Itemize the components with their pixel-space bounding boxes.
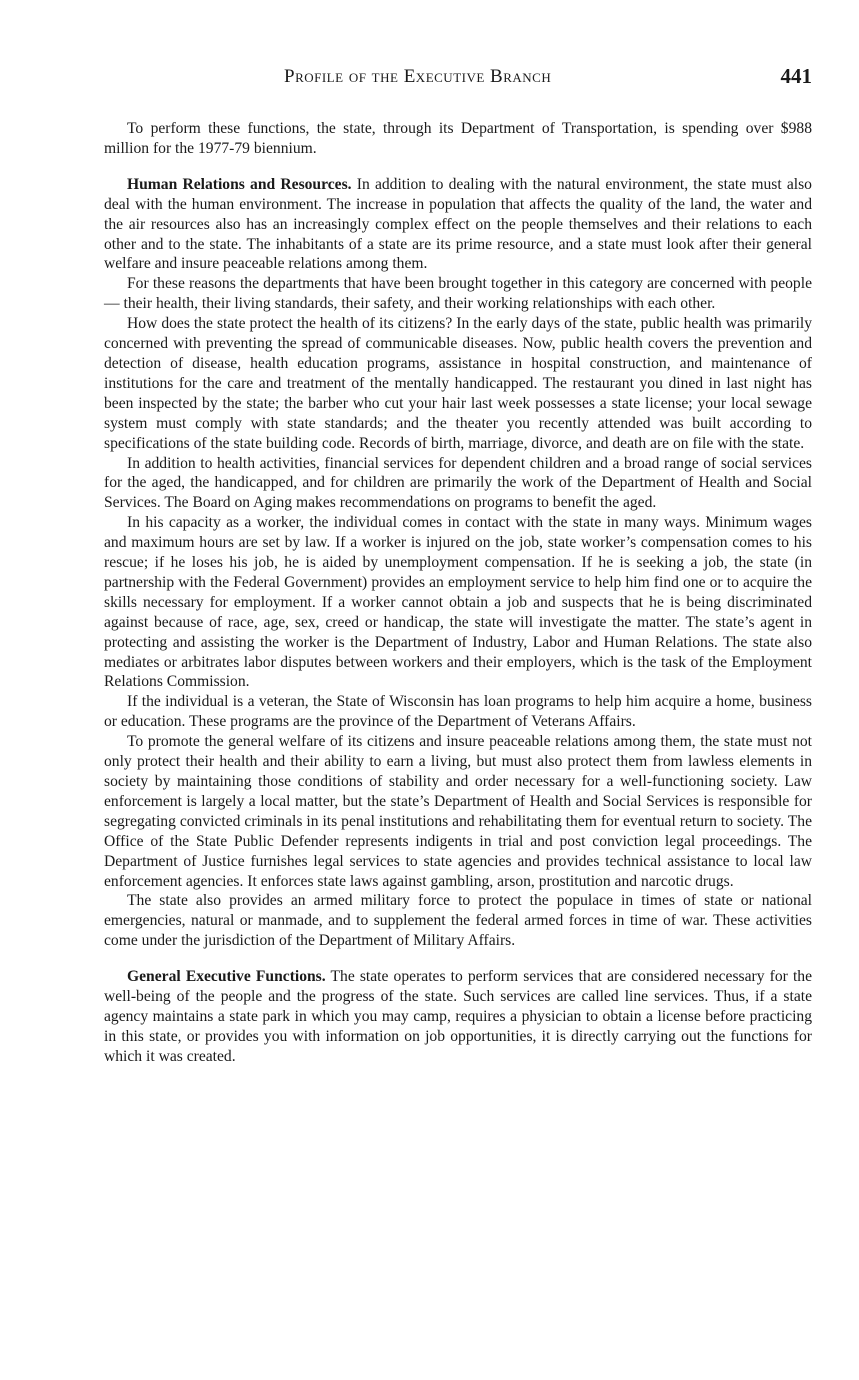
paragraph-general-welfare [104,732,812,891]
paragraph-text: In addition to dealing with the natural environment, the state must also deal with the human environment. The increase in population that affects the quality of the land, the water and the air resources also has an increasingly complex effect on the people themselves and their relations to each other and to the state. The inhabitants of a state are its prime resource, and a state must look after their general welfare and insure peaceable relations among them. [104,175,812,273]
running-title: Profile of the Executive Branch [284,66,552,87]
paragraph-text: In his capacity as a worker, the individual comes in contact with the state in many ways. Minimum wages and maximum hours are set by law. If a worker is injured on the job, state worker’s compensation comes to his rescue; if he loses his job, he is aided by unemployment compensation. If he is seeking a job, the state (in partnership with the Federal Government) provides an employment service to help him find one or to acquire the skills necessary for employment. If a worker cannot obtain a job and suspects that he is being discriminated against because of race, age, sex, creed or handicap, the state will investigate the matter. The state’s agent in protecting and assisting the worker is the Department of Industry, Labor and Human Relations. The state also mediates or arbitrates labor disputes between workers and their employers, which is the task of the Employment Relations Commission. [104,514,812,691]
paragraph-health [104,314,812,453]
paragraph-text: To promote the general welfare of its citizens and insure peaceable relations among them, the state must not only protect their health and their ability to earn a living, but must also protect them from lawless elements in society by maintaining those conditions of stability and order necessary for a well-functioning society. Law enforcement is largely a local matter, but the state’s Department of Health and Social Services is responsible for segregating convicted criminals in its penal institutions and rehabilitating them for eventual return to society. The Office of the State Public Defender represents indigents in trial and post conviction legal proceedings. The Department of Justice furnishes legal services to state agencies and provides technical assistance to local law enforcement agencies. It enforces state laws against gambling, arson, prostitution and narcotic drugs. [104,733,812,890]
paragraph-text: How does the state protect the health of its citizens? In the early days of the state, public health was primarily concerned with preventing the spread of communicable diseases. Now, public health covers the prevention and detection of disease, health education programs, assistance in hospital construction, and maintenance of institutions for the care and treatment of the mentally handicapped. The restaurant you dined in last night has been inspected by the state; the barber who cut your hair last week possesses a state license; your local sewage system must comply with state standards; and the theater you recently attended was built according to specifications of the state building code. Records of birth, marriage, divorce, and death are on file with the state. [104,315,812,452]
paragraph-text: The state operates to perform services that are considered necessary for the well-being of the people and the progress of the state. Such services are called line services. Thus, if a state agency maintains a state park in which you may camp, requires a physician to obtain a license before practicing in this state, or provides you with information on job opportunities, it is directly carrying out the functions for which it was created. [104,968,812,1065]
paragraph-veteran [104,692,812,732]
section-heading-human-relations: Human Relations and Resources. [127,175,352,193]
paragraph-worker [104,513,812,692]
paragraph-text: For these reasons the departments that have been brought together in this category are concerned with people — their health, their living standards, their safety, and their working relationships with each other. [104,275,812,313]
paragraph-text: If the individual is a veteran, the State of Wisconsin has loan programs to help him acquire a home, business or education. These programs are the province of the Department of Veterans Affairs. [104,693,812,731]
paragraph-social-services [104,454,812,514]
section-heading-general-executive: General Executive Functions. [127,968,326,986]
paragraph-general-executive [104,967,812,1067]
paragraph-human-relations [104,175,812,275]
paragraph-text: To perform these functions, the state, through its Department of Transportation, is spending over $988 million for the 1977-79 biennium. [104,120,812,157]
document-page [104,62,812,1067]
paragraph-text: In addition to health activities, financial services for dependent children and a broad range of social services for the aged, the handicapped, and for children are primarily the work of the Department of Health and Social Services. The Board on Aging makes recommendations on programs to benefit the aged. [104,454,812,512]
paragraph-military [104,891,812,951]
body-text [104,119,812,1067]
paragraph-text: The state also provides an armed military force to protect the populace in times of state or national emergencies, natural or manmade, and to supplement the federal armed forces in time of war. These activities come under the jurisdiction of the Department of Military Affairs. [104,892,812,950]
paragraph-departments [104,274,812,314]
page-number: 441 [780,64,812,88]
page-header [104,62,812,96]
paragraph-transportation [104,119,812,159]
